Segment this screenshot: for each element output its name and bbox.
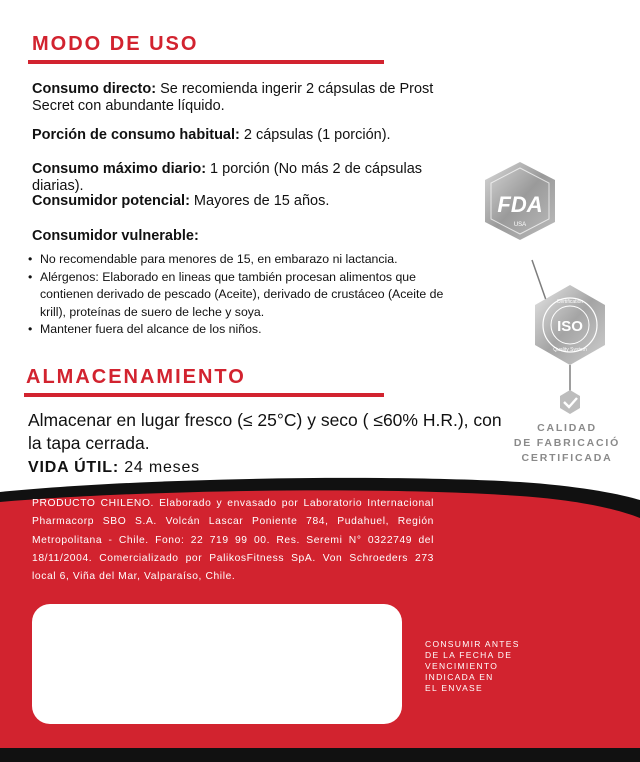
vulnerable-list (26, 251, 456, 339)
connector-line (532, 260, 546, 300)
expiry-note (425, 639, 535, 694)
consumidor-potencial (32, 193, 472, 210)
calidad-certificada (506, 421, 628, 466)
porcion-label: Porción de consumo habitual: (32, 127, 240, 143)
almacenamiento-title: ALMACENAMIENTO (26, 366, 246, 388)
title-underline (24, 393, 384, 397)
legal-text: PRODUCTO CHILENO. Elaborado y envasado por Laboratorio Internacional Pharmacorp SBO S.A. Volcán Lascar Poniente 784, Pudahuel, Región Metropolitana - Chile. Fono: 22 719 99 00. Res. Seremi N° 0322749 del 18/11/2004. Comercializado por PalikosFitness SpA. Von Schroeders 273 local 6, Viña del Mar, Valparaíso, Chile. (32, 498, 434, 583)
maximo-text: 1 porción (No más 2 de cápsulas diarias). (32, 161, 423, 194)
usa-label: USA (513, 222, 527, 228)
expiry-line: EL ENVASE (425, 683, 483, 693)
vulnerable-label: Consumidor vulnerable: (32, 228, 199, 244)
title-underline (28, 60, 384, 64)
consumo-maximo (32, 161, 472, 195)
check-badge-icon (560, 390, 580, 414)
porcion-habitual (32, 127, 472, 144)
porcion-text: 2 cápsulas (1 porción). (239, 127, 391, 143)
expiry-line: INDICADA EN (425, 672, 494, 682)
consumo-directo-label: Consumo directo: (32, 81, 157, 97)
consumo-directo (32, 81, 472, 115)
label-blank-area (32, 604, 402, 724)
quality-system-label: Quality System (553, 347, 587, 353)
vida-util-value: 24 meses (118, 459, 200, 476)
list-item: • No recomendable para menores de 15, en embarazo ni lactancia. (26, 251, 456, 269)
expiry-line: VENCIMIENTO (425, 661, 499, 671)
iso-label: ISO (557, 318, 583, 335)
vida-util-label: VIDA ÚTIL: (28, 459, 119, 476)
potencial-text: Mayores de 15 años. (189, 193, 330, 209)
maximo-label: Consumo máximo diario: (32, 161, 207, 177)
certification-label: Certification (556, 299, 584, 305)
expiry-line: CONSUMIR ANTES (425, 639, 520, 649)
fda-badge-icon (485, 162, 555, 240)
calidad-line: CALIDAD (537, 422, 597, 434)
almacenamiento-text: Almacenar en lugar fresco (≤ 25°C) y seco ( ≤60% H.R.), con la tapa cerrada. (28, 410, 502, 453)
certificada-line: CERTIFICADA (521, 452, 613, 464)
list-item: • Mantener fuera del alcance de los niños. (26, 321, 456, 339)
consumo-directo-text: Se recomienda ingerir 2 cápsulas de Prost Secret con abundante líquido. (32, 81, 434, 114)
potencial-label: Consumidor potencial: (32, 193, 190, 209)
expiry-line: DE LA FECHA DE (425, 650, 513, 660)
modo-de-uso-title: MODO DE USO (32, 33, 199, 55)
fabricacion-line: DE FABRICACIÓ (513, 437, 621, 449)
list-item: • Alérgenos: Elaborado en lineas que también procesan alimentos que contienen derivado de pescado (Aceite), derivado de crustáceo (Aceite de krill), proteínas de suero de leche y soya. (26, 269, 456, 322)
consumidor-vulnerable (32, 228, 472, 245)
fda-label: FDA (497, 192, 543, 217)
